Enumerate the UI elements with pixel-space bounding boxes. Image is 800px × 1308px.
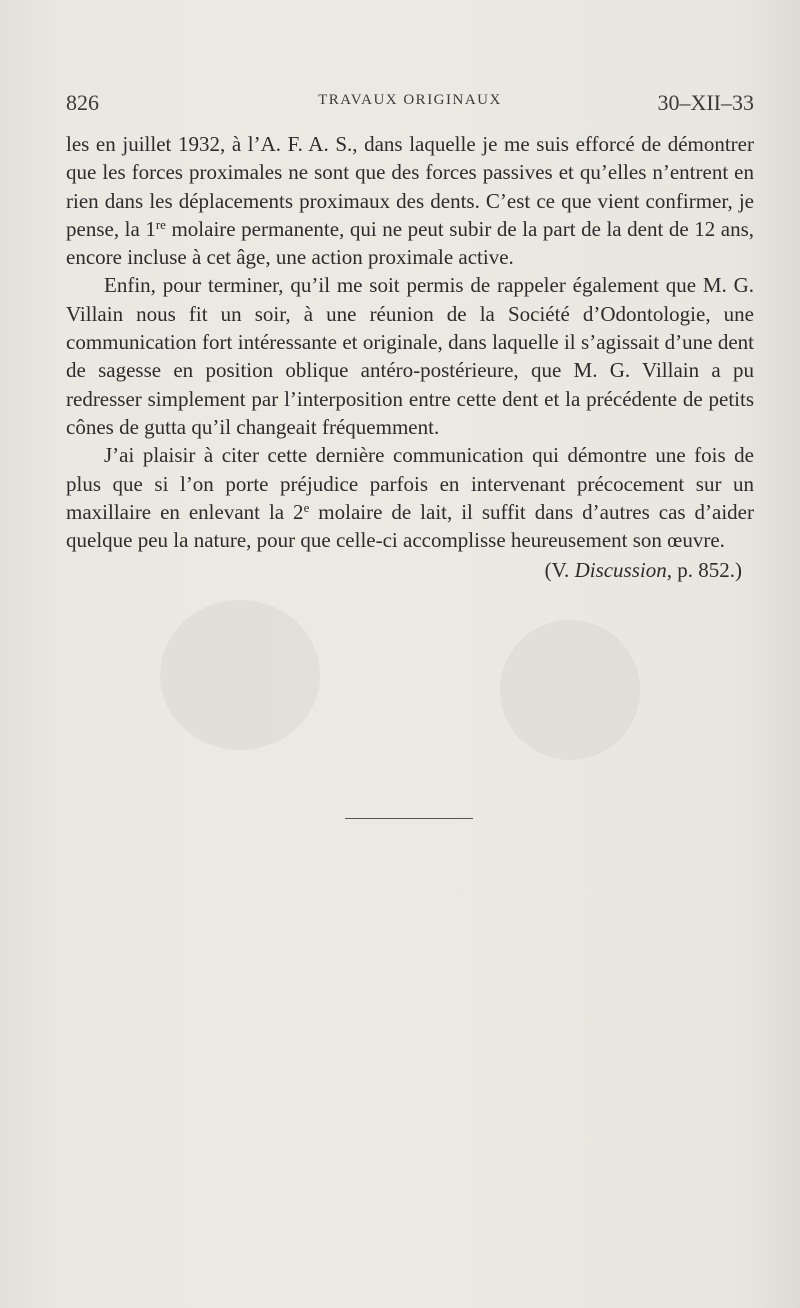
article-body xyxy=(66,130,754,585)
paper-stain xyxy=(500,620,640,760)
running-title: TRAVAUX ORIGINAUX xyxy=(318,92,502,108)
paragraph-text: molaire permanente, qui ne peut subir de la part de la dent de 12 ans, encore incluse à cet âge, une action proximale active. xyxy=(66,216,754,270)
paragraph-text: molaire de lait, il suffit dans d’autres cas d’aider quelque peu la nature, pour que celle-ci accomplisse heureusement son œuvre. xyxy=(66,499,754,553)
citation-text: p. 852.) xyxy=(672,558,742,583)
paragraph-text: les en juillet 1932, à l’A. F. A. S., dans laquelle je me suis efforcé de démontrer que les forces proximales ne sont que des forces passives et qu’elles n’entrent en rien dans les déplacements proximaux des dents. C’est ce que vient confirmer, je pense, la xyxy=(66,132,754,241)
paragraph: Enfin, pour terminer, qu’il me soit permis de rappeler également que M. G. Villain nous fit un soir, à une réunion de la Société d’Odontologie, une communication fort intéressante et originale, dans laquelle il s’agissait d’une dent de sagesse en position oblique antéro-postérieure, que M. G. Villain a pu redresser simplement par l’interposition entre cette dent et la précédente de petits cônes de gutta qu’il changeait fréquemment. xyxy=(66,273,754,439)
section-divider xyxy=(345,818,473,819)
paragraph xyxy=(66,130,754,271)
ordinal-superscript: re xyxy=(155,216,166,232)
running-header xyxy=(66,90,754,120)
citation-text: (V. xyxy=(544,558,575,583)
issue-date: 30–XII–33 xyxy=(657,90,754,115)
ordinal-number: 1 xyxy=(145,216,156,241)
paper-stain xyxy=(160,600,320,750)
paragraph xyxy=(66,441,754,554)
citation-title: Discussion, xyxy=(574,558,672,583)
paragraph-text: J’ai plaisir à citer cette dernière communication qui démontre une fois de plus que si l’on porte préjudice parfois en intervenant précocement sur un maxillaire en enlevant la 2 xyxy=(66,443,754,524)
ordinal-superscript: e xyxy=(303,499,310,515)
page-number: 826 xyxy=(66,90,99,115)
citation xyxy=(66,556,754,584)
